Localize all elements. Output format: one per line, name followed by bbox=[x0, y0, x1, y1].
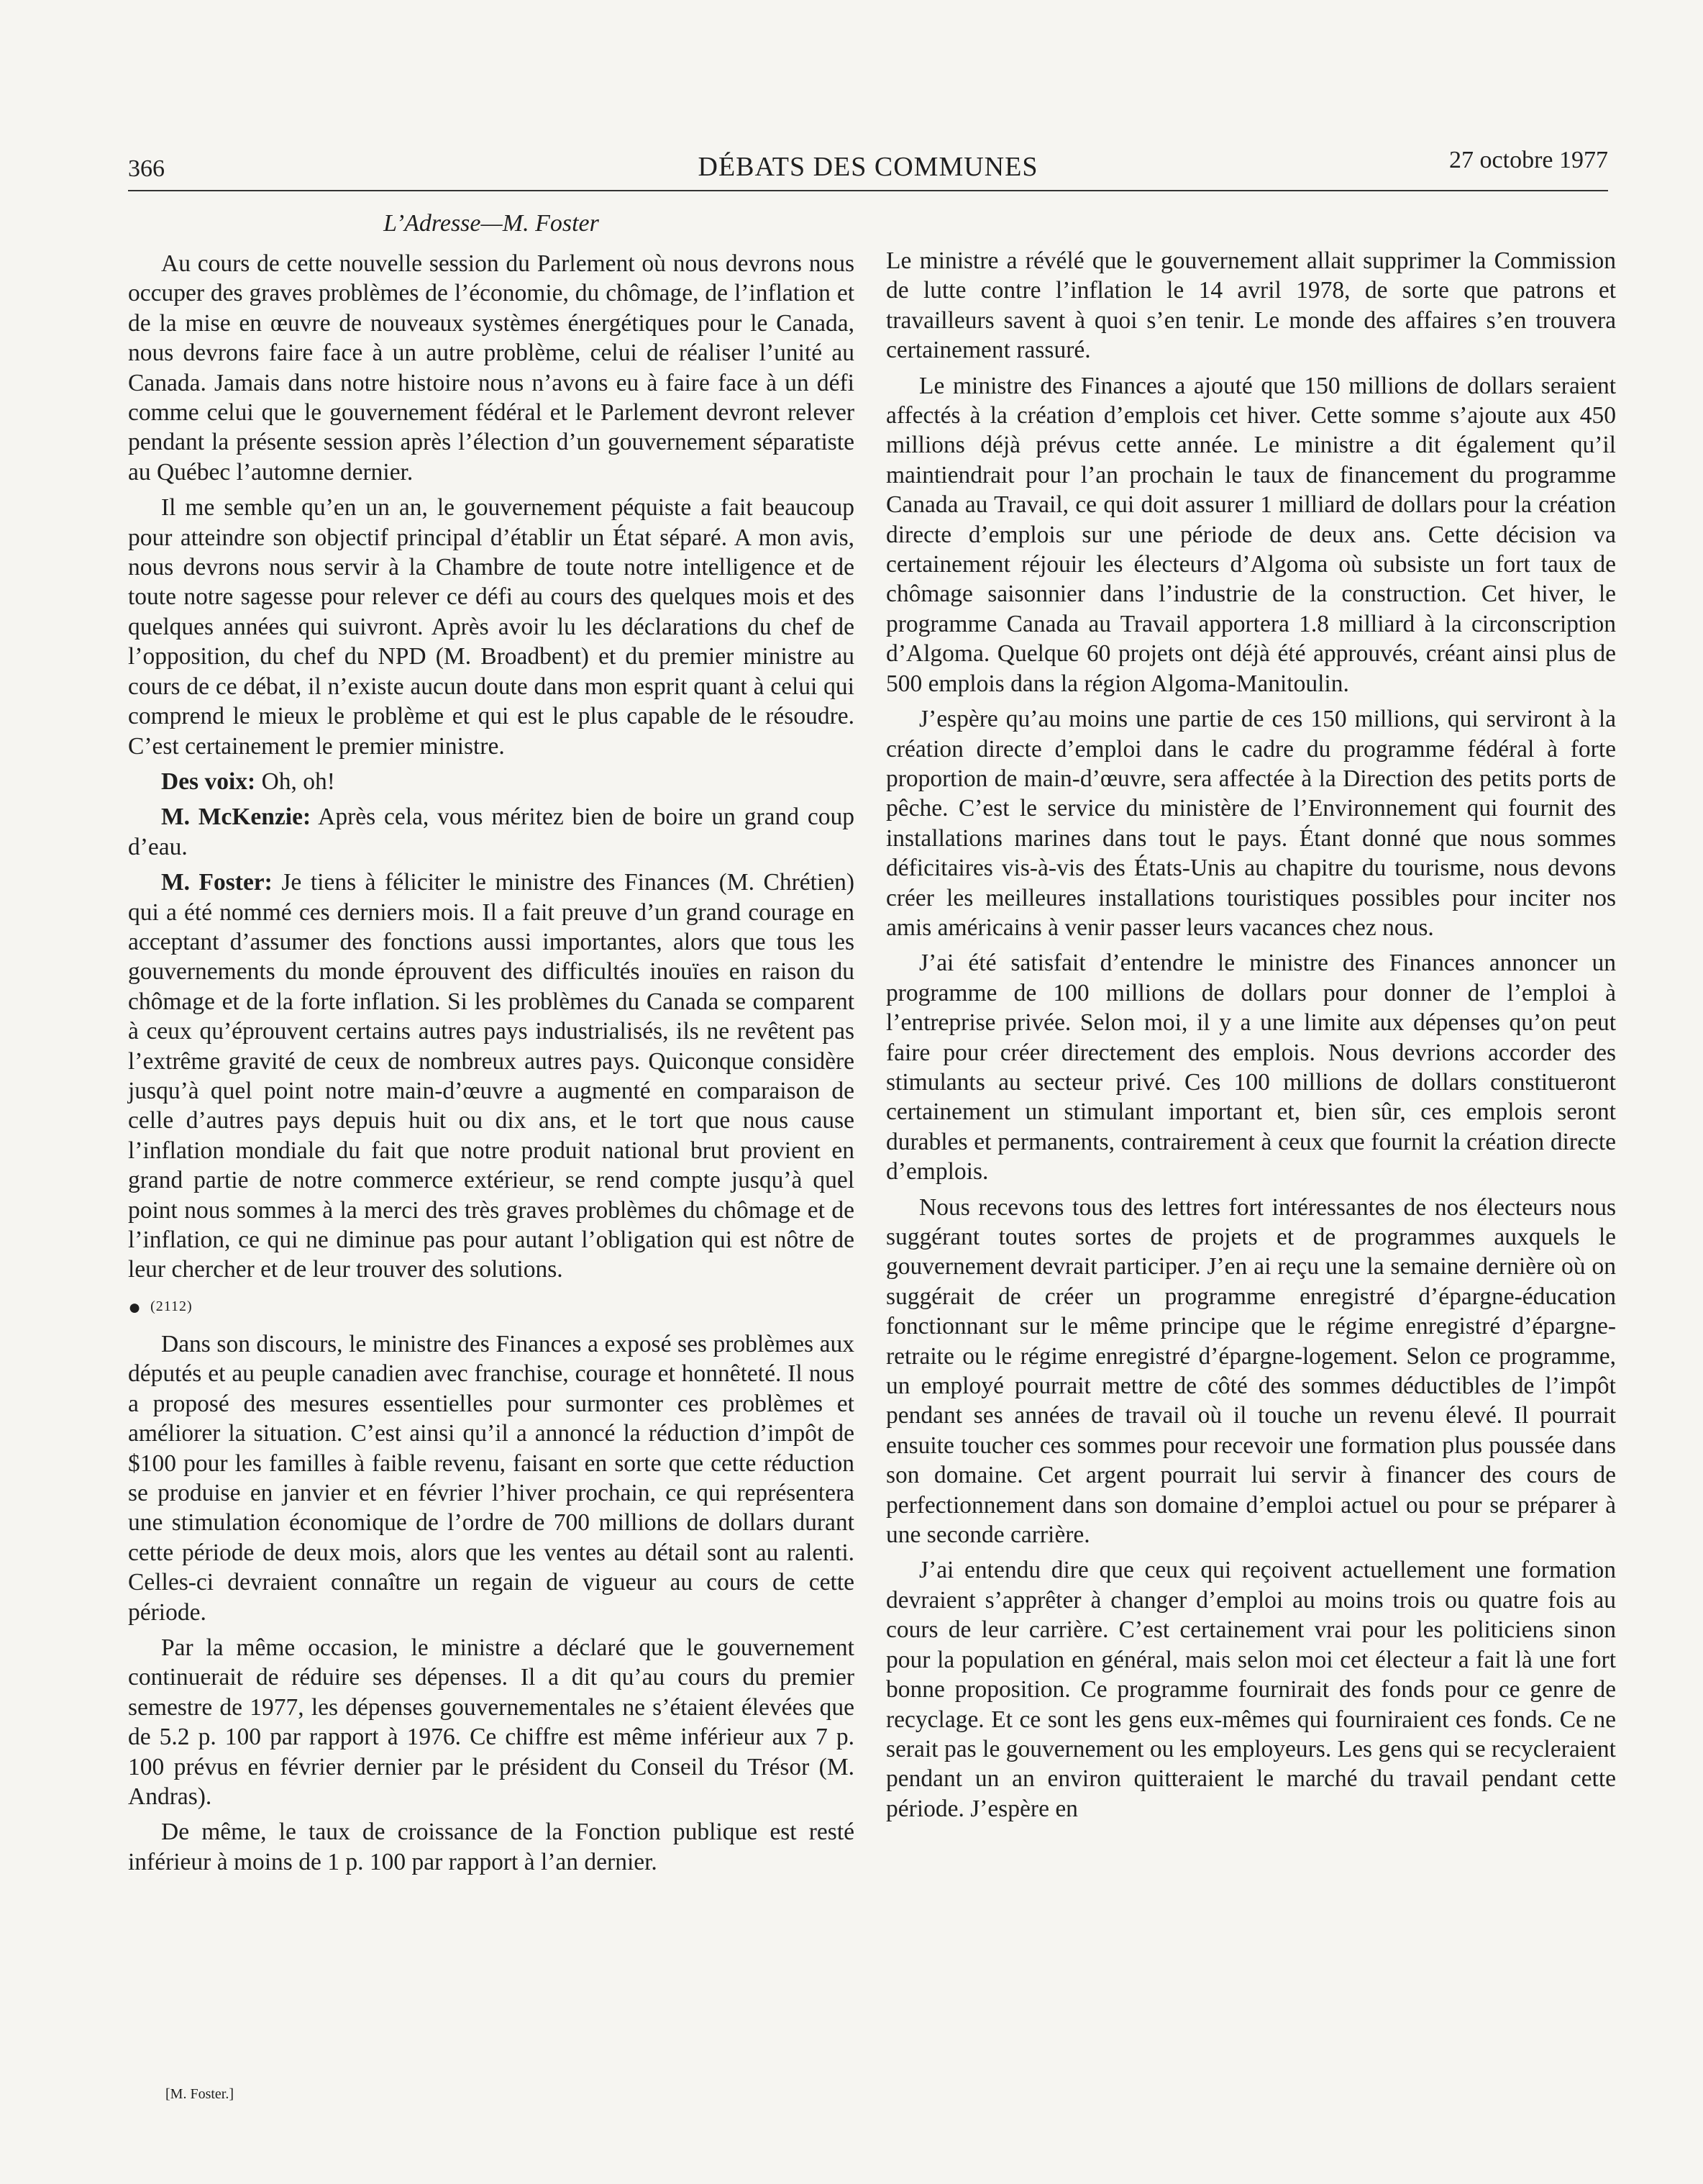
paragraph: Le ministre des Finances a ajouté que 150 millions de dollars seraient affectés à la création d’emplois cet hiver. Cette somme s’ajoute aux 450 millions déjà prévus cette année. Le ministre a dit également qu’il maintiendrait pour l’an prochain le taux de financement du programme Canada au Travail, ce qui doit assurer 1 milliard de dollars pour la création directe d’emplois sur une période de deux ans. Cette décision va certainement réjouir les électeurs d’Algoma où subsiste un fort taux de chômage saisonnier dans l’industrie de la construction. Cet hiver, le programme Canada au Travail apportera 1.8 milliard à la circonscription d’Algoma. Quelque 60 projets ont déjà été approuvés, créant ainsi plus de 500 emplois dans la région Algoma-Manitoulin. bbox=[886, 372, 1616, 697]
bullet-icon: ● bbox=[128, 1295, 142, 1319]
speech-text: Après cela, vous méritez bien de boire un grand coup d’eau. bbox=[128, 804, 854, 860]
speaker-label: Des voix: bbox=[161, 768, 256, 795]
time-marker bbox=[128, 1292, 854, 1322]
publication-date: 27 octobre 1977 bbox=[1449, 147, 1608, 173]
speaker-reference: [M. Foster.] bbox=[165, 2086, 234, 2102]
paragraph: Dans son discours, le ministre des Finances a exposé ses problèmes aux députés et au peuple canadien avec franchise, courage et honnêteté. Il nous a proposé des mesures essentielles pour surmonter ces problèmes et améliorer la situation. C’est ainsi qu’il a annoncé la réduction d’impôt de $100 pour les familles à faible revenu, faisant en sorte que cette réduction se produise en janvier et en février l’hiver prochain, ce qui représentera une stimulation économique de l’ordre de 700 millions de dollars durant cette période de deux mois, alors que les ventes au détail sont au ralenti. Celles-ci devraient connaître un regain de vigueur au cours de cette période. bbox=[128, 1330, 854, 1626]
publication-title: DÉBATS DES COMMUNES bbox=[698, 152, 1038, 182]
paragraph: Nous recevons tous des lettres fort intéressantes de nos électeurs nous suggérant toutes sortes de projets et de programmes auxquels le gouvernement devrait participer. J’en ai reçu une la semaine dernière où on suggérait de créer un programme enregistré d’épargne-éducation fonctionnant sur le même principe que le régime enregistré d’épargne-retraite ou le régime enregistré d’épargne-logement. Selon ce programme, un employé pourrait mettre de côté des sommes déductibles de l’impôt pendant ses années de travail où il touche un revenu élevé. Il pourrait ensuite toucher ces sommes pour recevoir une formation plus poussée dans son domaine. Cet argent pourrait lui servir à financer des cours de perfectionnement dans son domaine d’emploi actuel ou pour se préparer à une seconde carrière. bbox=[886, 1193, 1616, 1549]
speech-text: Oh, oh! bbox=[255, 768, 335, 795]
paragraph: J’ai été satisfait d’entendre le ministre des Finances annoncer un programme de 100 millions de dollars pour donner de l’emploi à l’entreprise privée. Selon moi, il y a une limite aux dépenses qu’on peut faire pour créer directement des emplois. Nous devrions accorder des stimulants au secteur privé. Ces 100 millions de dollars constitueront certainement un stimulant important et, bien sûr, ces emplois seront durables et permanents, contrairement à ceux que fournit la création directe d’emplois. bbox=[886, 950, 1616, 1186]
paragraph: Le ministre a révélé que le gouvernement allait supprimer la Commission de lutte contre l’inflation le 14 avril 1978, de sorte que patrons et travailleurs savent à quoi s’en tenir. Le monde des affaires s’en trouvera certainement rassuré. bbox=[886, 247, 1616, 364]
paragraph bbox=[128, 767, 854, 796]
right-column bbox=[886, 246, 1616, 1829]
paragraph: Au cours de cette nouvelle session du Parlement où nous devrons nous occuper des graves problèmes de l’économie, du chômage, de l’inflation et de la mise en œuvre de nouveaux systèmes énergétiques pour le Canada, nous devrons faire face à un autre problème, celui de réaliser l’unité au Canada. Jamais dans notre histoire nous n’avons eu à faire face à un défi comme celui que le gouvernement fédéral et le Parlement devront relever pendant la présente session après l’élection d’un gouvernement séparatiste au Québec l’automne dernier. bbox=[128, 250, 854, 486]
speaker-label: M. Foster: bbox=[161, 869, 273, 896]
speaker-label: M. McKenzie: bbox=[161, 804, 311, 831]
page-number: 366 bbox=[128, 155, 165, 182]
time-marker-text: (2112) bbox=[150, 1298, 193, 1314]
speech-text: Je tiens à féliciter le ministre des Finances (M. Chrétien) qui a été nommé ces derniers mois. Il a fait preuve d’un grand courage en acceptant d’assumer des fonctions aussi importantes, alors que tous les gouvernements du monde éprouvent des difficultés inouïes en raison du chômage et de la forte inflation. Si les problèmes du Canada se comparent à ceux qu’éprouvent certains autres pays industrialisés, ils ne revêtent pas l’extrême gravité de ceux de nombreux autres pays. Quiconque considère jusqu’à quel point notre main-d’œuvre a augmenté en comparaison de celle d’autres pays depuis huit ou dix ans, et le tort que nous cause l’inflation mondiale du fait que notre produit national brut provient en grand partie de notre commerce extérieur, se rend compte jusqu’à quel point nous sommes à la merci des très graves problèmes du chômage et de l’inflation, ce qui ne diminue pas pour autant l’obligation qui est nôtre de leur chercher et de leur trouver des solutions. bbox=[128, 869, 854, 1283]
paragraph bbox=[128, 868, 854, 1285]
paragraph bbox=[128, 802, 854, 862]
left-column bbox=[128, 249, 854, 1883]
paragraph: Il me semble qu’en un an, le gouvernement péquiste a fait beaucoup pour atteindre son objectif principal d’établir un État séparé. A mon avis, nous devrons nous servir à la Chambre de toute notre intelligence et de toute notre sagesse pour relever ce défi au cours des quelques mois et des quelques années qui suivront. Après avoir lu les déclarations du chef de l’opposition, du chef du NPD (M. Broadbent) et du premier ministre au cours de ce débat, il n’existe aucun doute dans mon esprit quant à celui qui comprend le mieux le problème et qui est le plus capable de le résoudre. C’est certainement le premier ministre. bbox=[128, 494, 854, 760]
paragraph: Par la même occasion, le ministre a déclaré que le gouvernement continuerait de réduire ses dépenses. Il a dit qu’au cours du premier semestre de 1977, les dépenses gouvernementales ne s’étaient élevées que de 5.2 p. 100 par rapport à 1976. Ce chiffre est même inférieur aux 7 p. 100 prévus en février dernier par le président du Conseil du Trésor (M. Andras). bbox=[128, 1634, 854, 1811]
page-header bbox=[128, 147, 1608, 191]
paragraph: J’espère qu’au moins une partie de ces 150 millions, qui serviront à la création directe d’emploi dans le cadre du programme fédéral à forte proportion de main-d’œuvre, sera affectée à la Direction des petits ports de pêche. C’est le service du ministère de l’Environnement qui fournit des installations marines dans tout le pays. Étant donné que nous sommes déficitaires vis-à-vis des États-Unis au chapitre du tourisme, nous devons créer les meilleures installations touristiques possibles pour inciter nos amis américains à venir passer leurs vacances chez nous. bbox=[886, 706, 1616, 941]
paragraph: De même, le taux de croissance de la Fonction publique est resté inférieur à moins de 1 p. 100 par rapport à l’an dernier. bbox=[128, 1819, 854, 1875]
paragraph: J’ai entendu dire que ceux qui reçoivent actuellement une formation devraient s’apprêter à changer d’emploi au moins trois ou quatre fois au cours de leur carrière. C’est certainement vrai pour les politiciens sinon pour la population en général, mais selon moi cet électeur a fait là une fort bonne proposition. Ce programme fournirait des fonds pour ce genre de recyclage. Et ce sont les gens eux-mêmes qui fourniraient ces fonds. Ce ne serait pas le gouvernement ou les employeurs. Les gens qui se recycleraient pendant un an environ quitteraient le marché du travail pendant cette période. J’espère en bbox=[886, 1557, 1616, 1822]
running-head: L’Adresse—M. Foster bbox=[383, 210, 599, 237]
